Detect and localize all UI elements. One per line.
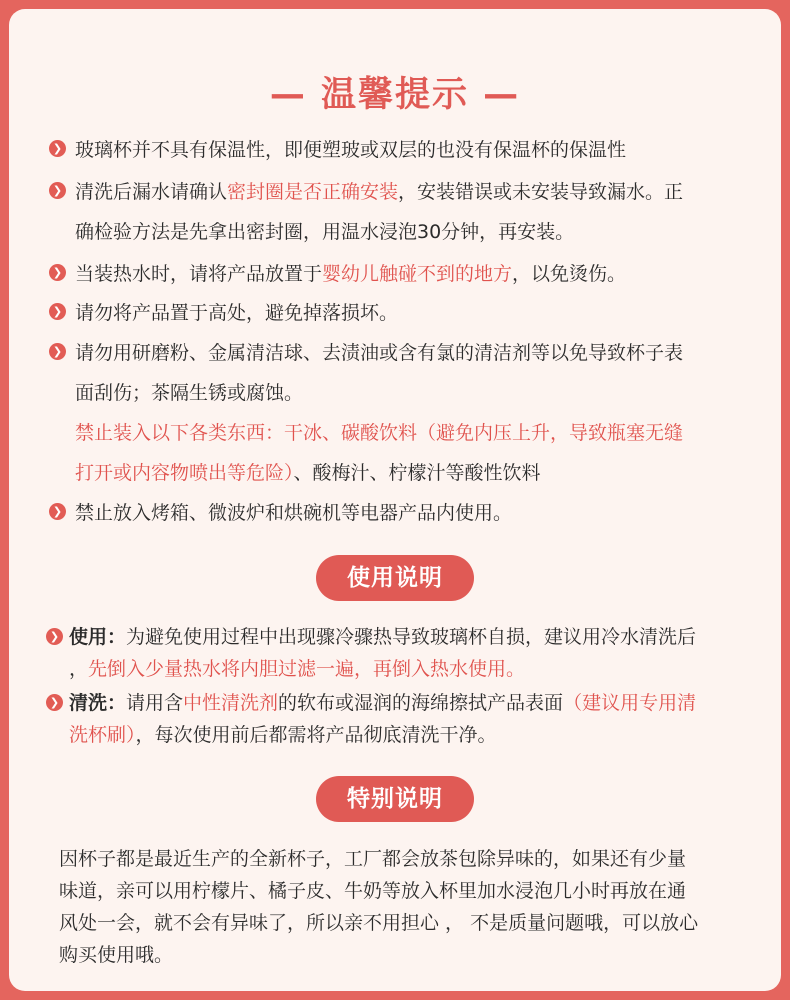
special-text: 购买使用哦。 xyxy=(59,944,174,966)
tip-text: 当装热水时，请将产品放置于婴幼儿触碰不到的地方，以免烫伤。 xyxy=(75,263,627,285)
usage-text: 使用：为避免使用过程中出现骤冷骤热导致玻璃杯自损，建议用冷水清洗后 xyxy=(69,626,697,648)
chevron-right-icon: ❯ xyxy=(49,182,66,199)
special-text: 因杯子都是最近生产的全新杯子，工厂都会放茶包除异味的，如果还有少量 xyxy=(59,848,687,870)
special-text: 味道，亲可以用柠檬片、橘子皮、牛奶等放入杯里加水浸泡几小时再放在通 xyxy=(59,880,687,902)
chevron-right-icon: ❯ xyxy=(49,343,66,360)
chevron-right-icon: ❯ xyxy=(46,628,63,645)
chevron-right-icon: ❯ xyxy=(46,694,63,711)
tip-text: 清洗后漏水请确认密封圈是否正确安装，安装错误或未安装导致漏水。正 xyxy=(75,181,684,203)
special-text: 风处一会，就不会有异味了，所以亲不用担心 ， 不是质量问题哦，可以放心 xyxy=(59,912,699,934)
tip-text: 请勿将产品置于高处，避免掉落损坏。 xyxy=(75,302,399,324)
clean-text: 洗杯刷），每次使用前后都需将产品彻底清洗干净。 xyxy=(69,724,497,746)
tip-text: 玻璃杯并不具有保温性，即便塑玻或双层的也没有保温杯的保温性 xyxy=(75,139,627,161)
tip-text: 确检验方法是先拿出密封圈，用温水浸泡30分钟，再安装。 xyxy=(75,221,575,243)
tip-text: 禁止放入烤箱、微波炉和烘碗机等电器产品内使用。 xyxy=(75,502,513,524)
chevron-right-icon: ❯ xyxy=(49,140,66,157)
tip-text: 面刮伤；茶隔生锈或腐蚀。 xyxy=(75,382,304,404)
special-section-pill: 特别说明 xyxy=(316,776,474,822)
highlight-text: 婴幼儿触碰不到的地方 xyxy=(322,263,513,285)
clean-text: 清洗：请用含中性清洗剂的软布或湿润的海绵擦拭产品表面（建议用专用清 xyxy=(69,692,697,714)
tip-text: 打开或内容物喷出等危险）、酸梅汁、柠檬汁等酸性饮料 xyxy=(75,462,541,484)
chevron-right-icon: ❯ xyxy=(49,303,66,320)
tip-text: 禁止装入以下各类东西：干冰、碳酸饮料（避免内压上升，导致瓶塞无缝 xyxy=(75,422,684,444)
usage-text: ，先倒入少量热水将内胆过滤一遍，再倒入热水使用。 xyxy=(69,658,526,680)
tip-text: 请勿用研磨粉、金属清洁球、去渍油或含有氯的清洁剂等以免导致杯子表 xyxy=(75,342,684,364)
highlight-text: 密封圈是否正确安装 xyxy=(227,181,399,203)
chevron-right-icon: ❯ xyxy=(49,264,66,281)
notice-card xyxy=(9,9,781,991)
chevron-right-icon: ❯ xyxy=(49,503,66,520)
page-title: — 温馨提示 — xyxy=(269,75,521,115)
usage-section-pill: 使用说明 xyxy=(316,555,474,601)
